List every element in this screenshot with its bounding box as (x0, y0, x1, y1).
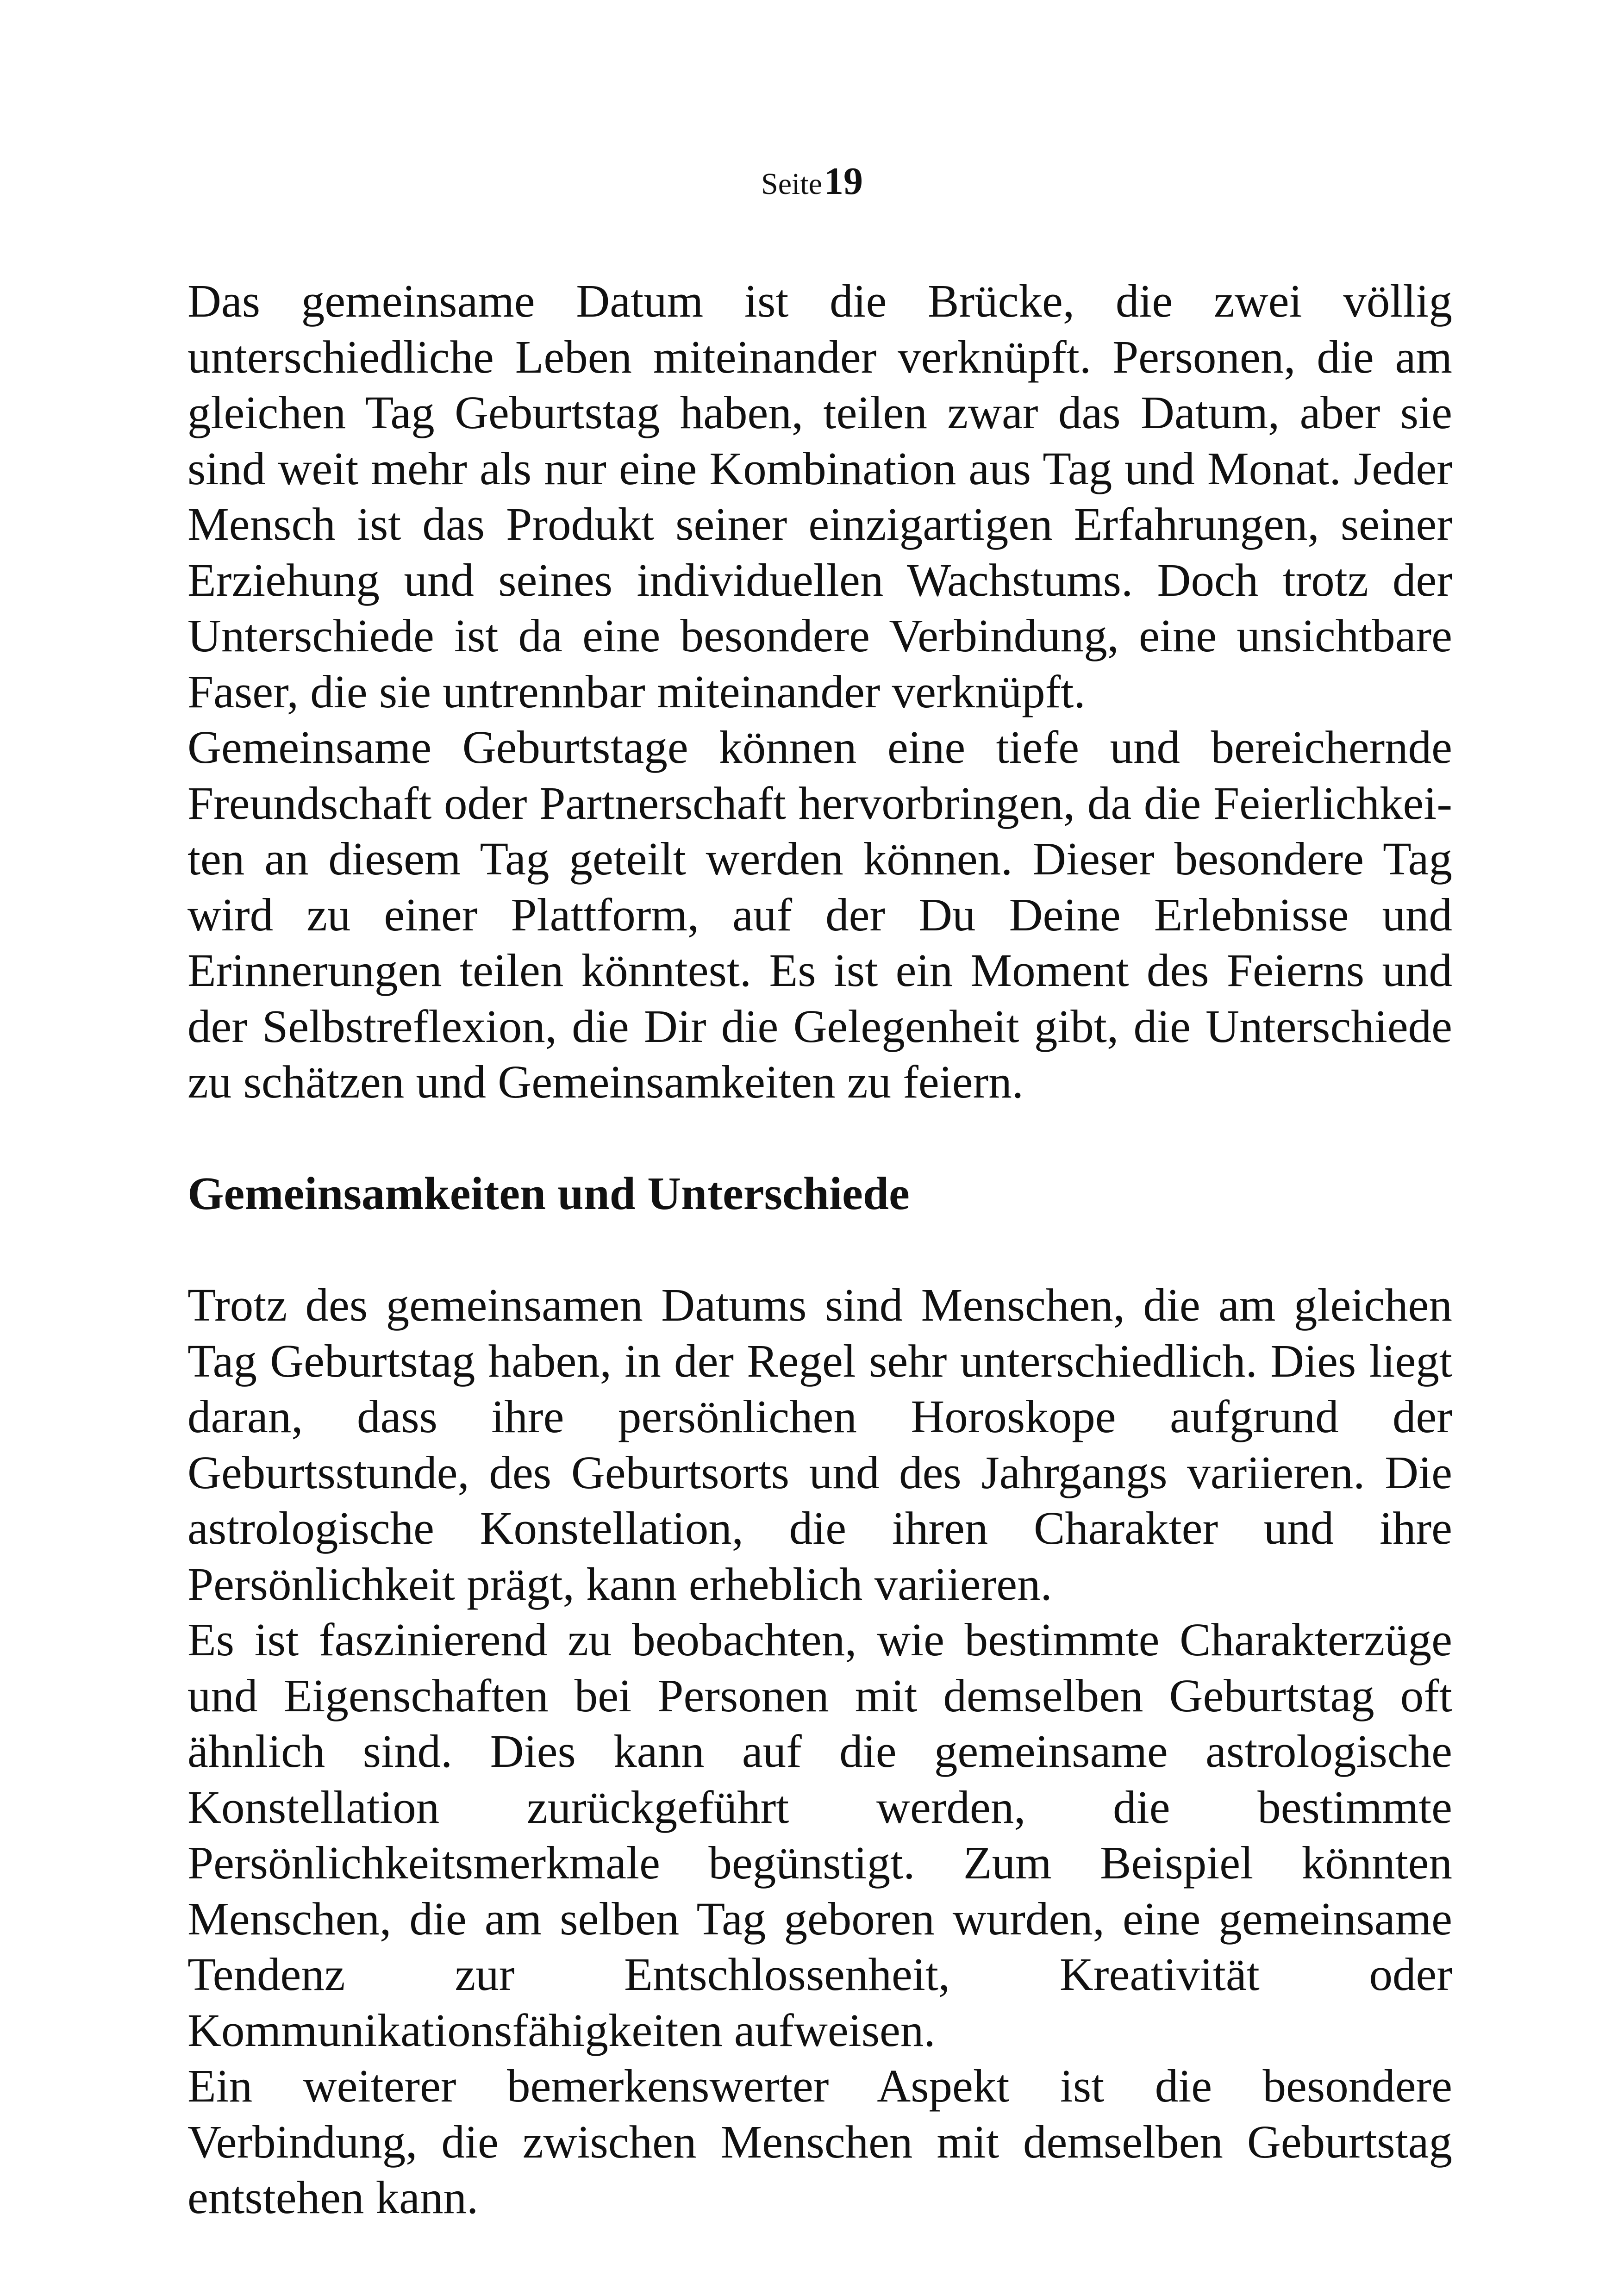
paragraph: Trotz des gemeinsamen Datums sind Menschen, die am gleichen Tag Geburtstag haben, in der Regel sehr unterschiedlich. Dies liegt daran, dass ihre persönlichen Horoskope aufgrund der Geburtsstunde, des Geburtsorts und des Jahrgangs variieren. Die astrologische Konstellation, die ihren Charakter und ihre Persönlichkeit prägt, kann erheblich variieren. (187, 1279, 1452, 1610)
paragraph: Es ist faszinierend zu beobachten, wie bestimmte Charakterzüge und Eigenschaften bei Personen mit demselben Geburtstag oft ähnlich sind. Dies kann auf die gemeinsame astrologische Konstellation zurückgeführt werden, die bestimmte Persönlichkeitsmerkmale begünstigt. Zum Beispiel könnten Menschen, die am selben Tag geboren wurden, eine gemeinsame Tendenz zur Entschlossenheit, Kreativität oder Kommunikationsfähigkeiten aufweisen. (187, 1614, 1452, 2056)
page-number: 19 (824, 160, 863, 203)
page-body (187, 273, 1452, 2226)
page-header (0, 162, 1624, 201)
spacer (187, 1222, 1452, 1278)
spacer (187, 1110, 1452, 1166)
paragraph: Gemeinsame Geburtstage können eine tiefe und bereichernde Freundschaft oder Partnerschaft hervorbringen, da die Feierlichkeiten an diesem Tag geteilt werden können. Dieser besondere Tag wird zu einer Plattform, auf der Du Deine Erlebnisse und Erinnerungen teilen könntest. Es ist ein Moment des Feierns und der Selbstreflexion, die Dir die Gelegenheit gibt, die Unterschiede zu schätzen und Gemeinsamkeiten zu feiern. (187, 721, 1452, 1108)
paragraph: Ein weiterer bemerkenswerter Aspekt ist die besondere Verbindung, die zwischen Menschen mit demselben Geburtstag entstehen kann. (187, 2060, 1452, 2223)
page-label: Seite (761, 167, 822, 201)
paragraph: Das gemeinsame Datum ist die Brücke, die zwei völlig unterschiedliche Leben miteinander verknüpft. Personen, die am gleichen Tag Geburtstag haben, teilen zwar das Datum, aber sie sind weit mehr als nur eine Kombination aus Tag und Monat. Jeder Mensch ist das Produkt seiner einzigartigen Erfahrungen, seiner Erziehung und seines individuellen Wachstums. Doch trotz der Unterschiede ist da eine besondere Verbindung, eine unsichtbare Faser, die sie untrennbar miteinander verknüpft. (187, 275, 1452, 717)
section-heading: Gemeinsamkeiten und Unterschiede (187, 1167, 910, 1219)
